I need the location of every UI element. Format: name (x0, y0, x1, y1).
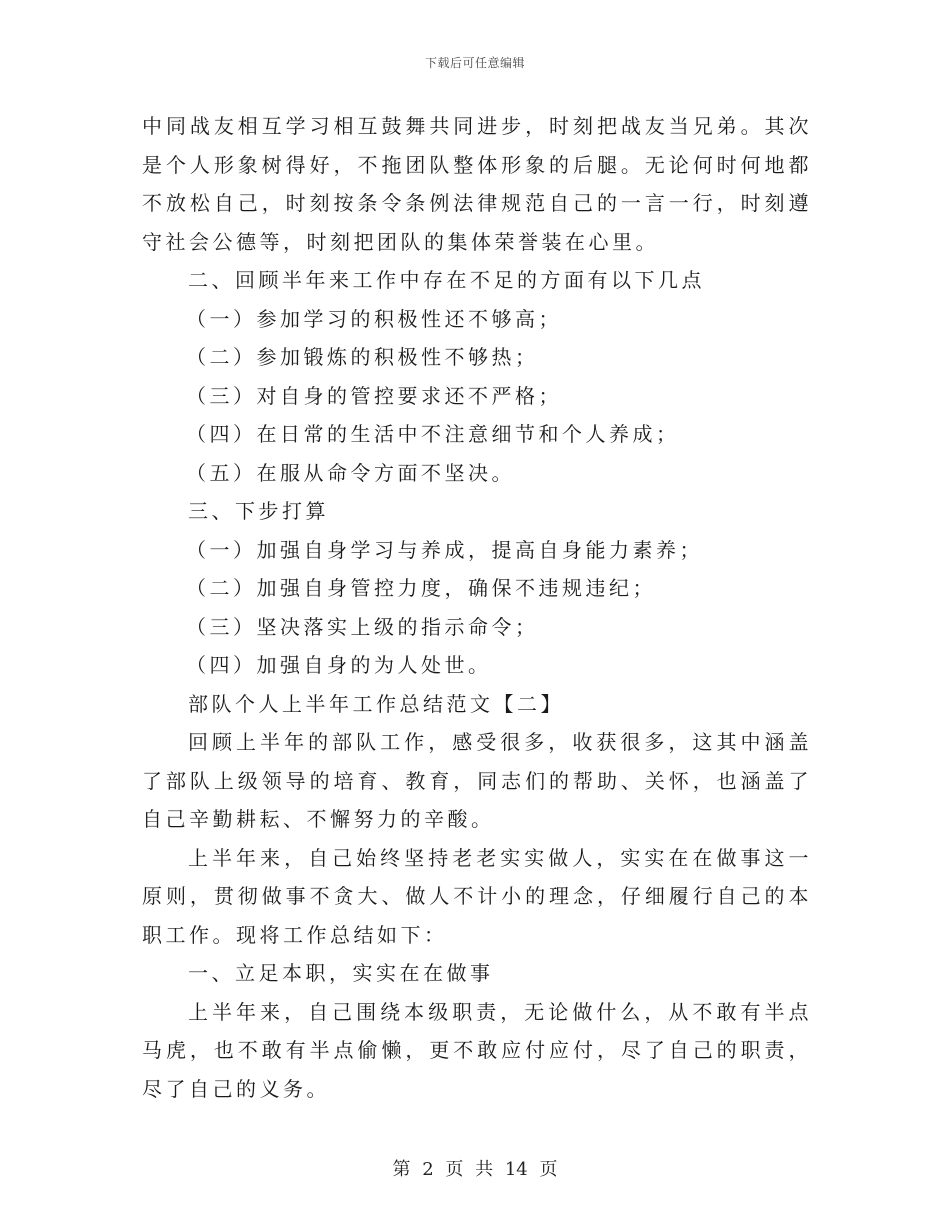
article-title: 部队个人上半年工作总结范文【二】 (188, 691, 564, 716)
page-header: 下载后可任意编辑 (424, 56, 525, 70)
paragraph-continued: 中同战友相互学习相互鼓舞共同进步，时刻把战友当兄弟。其次是个人形象树得好，不拖团队整体形象的后腿。无论何时何地都不放松自己，时刻按条令条例法律规范自己的一言一行，时刻遵守社会公德等，时刻把团队的集体荣誉装在心里。 (142, 114, 812, 254)
section-heading-3: 三、下步打算 (188, 499, 329, 523)
paragraph: 回顾上半年的部队工作，感受很多，收获很多，这其中涵盖了部队上级领导的培育、教育，同志们的帮助、关怀，也涵盖了自己辛勤耕耘、不懈努力的辛酸。 (142, 730, 812, 831)
document-body (142, 107, 812, 1108)
page-footer: 第 2 页 共 14 页 (392, 1159, 558, 1180)
section-heading-2: 二、回顾半年来工作中存在不足的方面有以下几点 (188, 268, 705, 292)
list-item: （三）坚决落实上级的指示命令； (186, 614, 539, 639)
list-item: （二）参加锻炼的积极性不够热； (186, 345, 539, 369)
list-item: （一）参加学习的积极性还不够高； (186, 306, 562, 331)
paragraph: 上半年来，自己始终坚持老老实实做人，实实在在做事这一原则，贯彻做事不贪大、做人不计小的理念，仔细履行自己的本职工作。现将工作总结如下： (142, 845, 812, 947)
list-item: （四）在日常的生活中不注意细节和个人养成； (186, 422, 680, 446)
list-item: （四）加强自身的为人处世。 (186, 653, 492, 677)
list-item: （三）对自身的管控要求还不严格； (186, 383, 562, 408)
list-item: （一）加强自身学习与养成，提高自身能力素养； (186, 537, 703, 562)
section-heading-1: 一、立足本职，实实在在做事 (188, 961, 494, 985)
paragraph: 上半年来，自己围绕本级职责，无论做什么，从不敢有半点马虎，也不敢有半点偷懒，更不敢应付应付，尽了自己的职责，尽了自己的义务。 (142, 999, 812, 1101)
list-item: （五）在服从命令方面不坚决。 (186, 460, 515, 485)
list-item: （二）加强自身管控力度，确保不违规违纪； (186, 576, 656, 600)
